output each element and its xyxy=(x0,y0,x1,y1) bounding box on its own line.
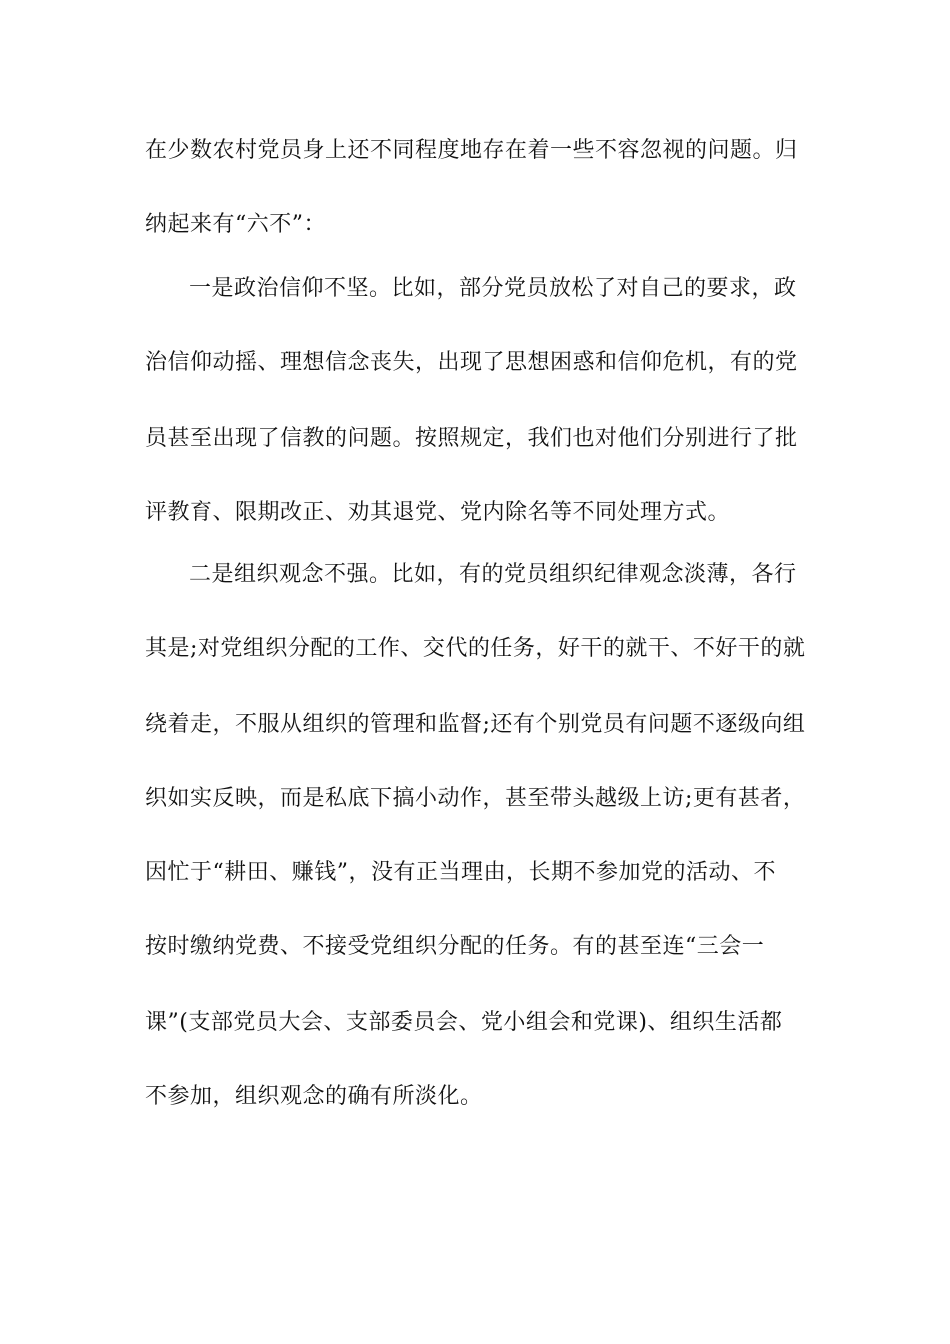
text-line: 课”(支部党员大会、支部委员会、党小组会和党课)、组织生活都 xyxy=(145,1010,783,1035)
text-line: 治信仰动摇、理想信念丧失，出现了思想困惑和信仰危机，有的党 xyxy=(145,350,798,375)
text-line: 按时缴纳党费、不接受党组织分配的任务。有的甚至连“三会一 xyxy=(145,934,765,959)
text-line: 其是;对党组织分配的工作、交代的任务，好干的就干、不好干的就 xyxy=(145,636,806,661)
text-line: 织如实反映，而是私底下搞小动作，甚至带头越级上访;更有甚者， xyxy=(145,786,806,811)
text-line: 一是政治信仰不坚。比如，部分党员放松了对自己的要求，政 xyxy=(189,276,797,301)
text-line: 纳起来有“六不”： xyxy=(145,212,326,237)
text-line: 评教育、限期改正、劝其退党、党内除名等不同处理方式。 xyxy=(145,500,731,525)
text-line: 不参加，组织观念的确有所淡化。 xyxy=(145,1084,483,1109)
text-line: 员甚至出现了信教的问题。按照规定，我们也对他们分别进行了批 xyxy=(145,426,798,451)
text-line: 因忙于“耕田、赚钱”，没有正当理由，长期不参加党的活动、不 xyxy=(145,860,776,885)
text-line: 二是组织观念不强。比如，有的党员组织纪律观念淡薄，各行 xyxy=(189,562,797,587)
text-line: 绕着走，不服从组织的管理和监督;还有个别党员有问题不逐级向组 xyxy=(145,712,806,737)
text-line: 在少数农村党员身上还不同程度地存在着一些不容忽视的问题。归 xyxy=(145,138,798,163)
